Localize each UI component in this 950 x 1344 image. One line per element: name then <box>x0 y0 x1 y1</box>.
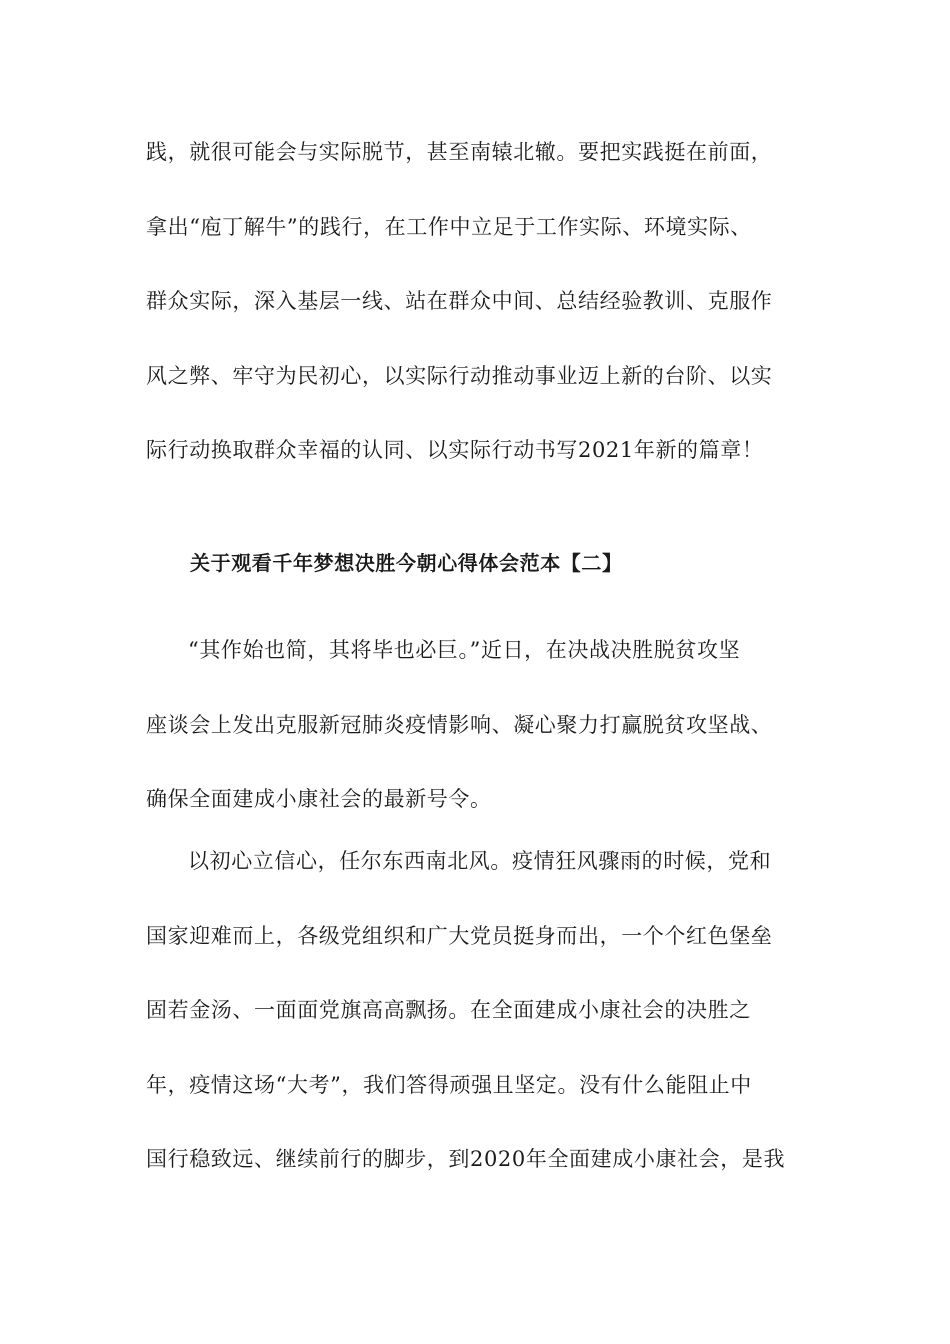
text-line: 践，就很可能会与实际脱节，甚至南辕北辙。要把实践挺在前面， <box>146 140 773 164</box>
text-line: 际行动换取群众幸福的认同、以实际行动书写2021年新的篇章！ <box>146 438 764 462</box>
section-heading: 关于观看千年梦想决胜今朝心得体会范本【二】 <box>190 551 623 575</box>
text-line: 座谈会上发出克服新冠肺炎疫情影响、凝心聚力打赢脱贫攻坚战、 <box>146 713 773 737</box>
text-line: 国家迎难而上，各级党组织和广大党员挺身而出，一个个红色堡垒 <box>146 924 773 948</box>
text-line: 国行稳致远、继续前行的脚步，到2020年全面建成小康社会，是我 <box>146 1147 786 1171</box>
text-line: 拿出“庖丁解牛”的践行，在工作中立足于工作实际、环境实际、 <box>146 215 752 239</box>
text-line: 年，疫情这场“大考”，我们答得顽强且坚定。没有什么能阻止中 <box>146 1073 752 1097</box>
text-line: 群众实际，深入基层一线、站在群众中间、总结经验教训、克服作 <box>146 289 773 313</box>
text-line: 风之弊、牢守为民初心，以实际行动推动事业迈上新的台阶、以实 <box>146 364 773 388</box>
text-line: “其作始也简，其将毕也必巨。”近日，在决战决胜脱贫攻坚 <box>188 638 741 662</box>
text-line: 以初心立信心，任尔东西南北风。疫情狂风骤雨的时候，党和 <box>188 849 772 873</box>
text-line: 固若金汤、一面面党旗高高飘扬。在全面建成小康社会的决胜之 <box>146 998 751 1022</box>
text-line: 确保全面建成小康社会的最新号令。 <box>146 787 492 811</box>
